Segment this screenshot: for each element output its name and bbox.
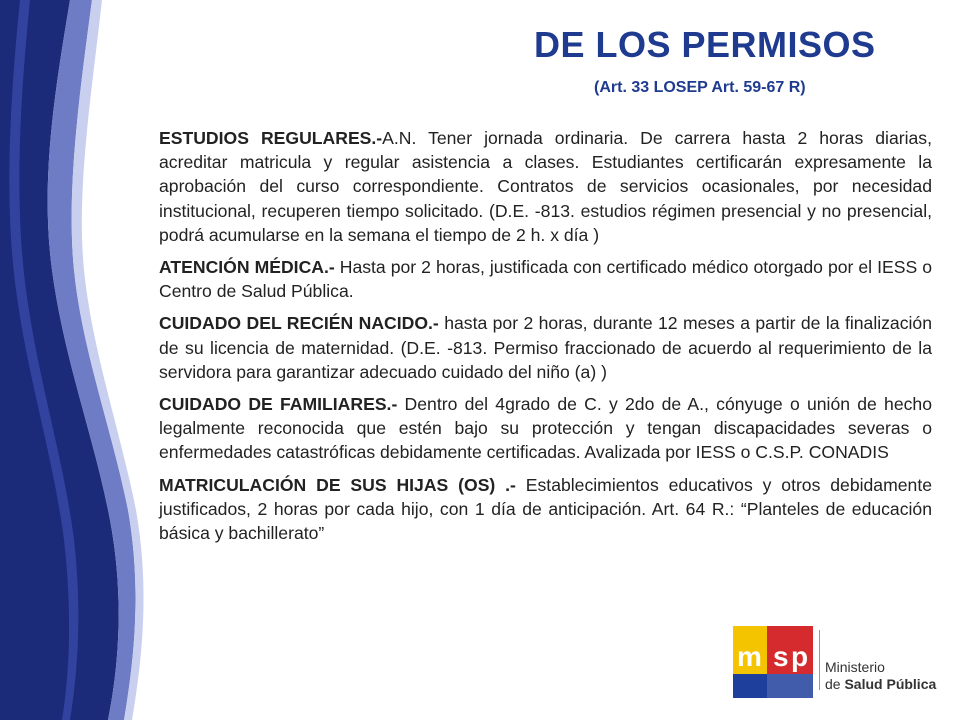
section-cuidado-recien-nacido <box>159 311 932 384</box>
section-heading: CUIDADO DE FAMILIARES.- <box>159 394 398 415</box>
section-estudios-regulares <box>159 126 932 247</box>
section-body: Hasta por 2 horas, justificada con certificado médico otorgado por el IESS o Centro de Salud Pública. <box>159 257 932 302</box>
section-matriculacion-hijos <box>159 473 932 546</box>
page-title: DE LOS PERMISOS <box>534 24 876 65</box>
section-body: Dentro del 4grado de C. y 2do de A., cónyuge o unión de hecho legalmente reconocida que estén bajo su protección y tengan discapacidades severas o enfermedades catastróficas debidamente certificadas. Avalizada por IESS o C.S.P. CONADIS <box>159 394 932 463</box>
section-body: hasta por 2 horas, durante 12 meses a partir de la finalización de su licencia de maternidad. (D.E. -813. Permiso fraccionado de acuerdo al requerimiento de la servidora para garantizar adecuado cuidado del niño (a) ) <box>159 313 932 382</box>
page-subtitle: (Art. 33 LOSEP Art. 59-67 R) <box>594 79 806 96</box>
logo-line-2 <box>825 676 936 693</box>
section-body: Establecimientos educativos y otros debidamente justificados, 2 horas por cada hijo, con 1 día de anticipación. Art. 64 R.: “Planteles de educación básica y bachillerato” <box>159 474 932 544</box>
svg-text:m: m <box>737 641 762 672</box>
msp-logo-icon <box>733 626 813 706</box>
logo-line-1: Ministerio <box>825 659 885 675</box>
section-heading: MATRICULACIÓN DE SUS HIJAS (OS) .- <box>159 474 516 495</box>
section-body: A.N. Tener jornada ordinaria. De carrera hasta 2 horas diarias, acreditar matricula y regular asistencia a clases. Estudiantes certificarán expresamente la aprobación del curso correspondiente. Contratos de servicios ocasionales, por necesidad institucional, recuperen tiempo solicitado. (D.E. -813. estudios régimen presencial y no presencial, podrá acumularse en la semana el tiempo de 2 h. x día ) <box>159 128 932 245</box>
section-heading: ESTUDIOS REGULARES.- <box>159 128 383 148</box>
section-heading: ATENCIÓN MÉDICA.- <box>159 257 335 278</box>
section-atencion-medica <box>159 255 932 303</box>
section-cuidado-familiares <box>159 392 932 465</box>
svg-text:p: p <box>791 641 809 672</box>
section-heading: CUIDADO DEL RECIÉN NACIDO.- <box>159 313 439 334</box>
logo-wordmark <box>825 659 936 693</box>
svg-text:s: s <box>773 641 789 672</box>
ministry-logo <box>733 616 943 706</box>
decorative-swoosh <box>0 0 160 720</box>
permissions-list <box>159 126 932 553</box>
logo-line-2-strong: Salud Pública <box>844 676 937 692</box>
logo-divider <box>819 630 820 690</box>
logo-line-2-prefix: de <box>825 676 845 692</box>
